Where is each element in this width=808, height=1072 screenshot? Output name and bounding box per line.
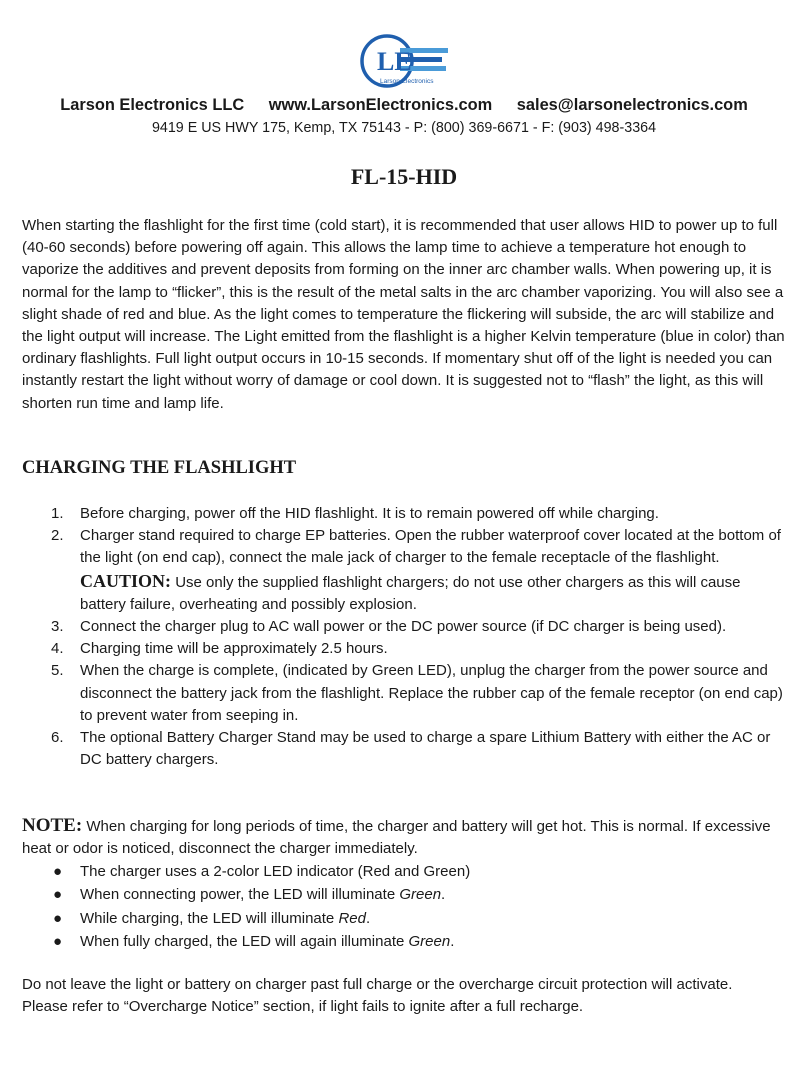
list-item: [0, 503, 790, 525]
bullet-icon: ●: [53, 909, 63, 927]
bullet-tail: .: [450, 932, 455, 950]
step-number: 4.: [51, 640, 64, 658]
step-number: 6.: [51, 729, 64, 747]
note-text: When charging for long periods of time, the charger and battery will get hot. This is normal. If excessive heat or odor is noticed, disconnect the charger immediately.: [22, 818, 771, 858]
bullet-text: When fully charged, the LED will again illuminate: [80, 932, 409, 950]
bullet-text: The charger uses a 2-color LED indicator (Red and Green): [80, 863, 471, 880]
step-number: 1.: [51, 505, 64, 522]
intro-paragraph: When starting the flashlight for the first time (cold start), it is recommended that user allows HID to power up to full (40-60 seconds) before powering off again. This allows the lamp time to achieve a temperature hot enough to vaporize the additives and prevent deposits from forming on the inner arc chamber walls. When powering up, it is normal for the lamp to “flicker”, this is the result of the metal salts in the arc chamber vaporizing. You will also see a slight shade of red and blue. As the light comes to temperature the flickering will subside, the arc will stabilize and the light output will increase. The Light emitted from the flashlight is a higher Kelvin temperature (blue in color) than ordinary flashlights. Full light output occurs in 10-15 seconds. If momentary shut off of the light is needed you can instantly restart the light without worry of damage or cool down. It is suggested not to “flash” the light, as this will shorten run time and lamp life.: [22, 217, 785, 412]
list-item: [0, 660, 790, 727]
bullet-icon: ●: [53, 932, 63, 950]
bullet-tail: .: [365, 909, 371, 927]
closing-line-2: Please refer to “Overcharge Notice” section, if light fails to ignite after a full recharge.: [22, 998, 584, 1016]
bullet-tail: .: [441, 886, 446, 904]
bullet-icon: ●: [53, 863, 63, 880]
caution-label: CAUTION:: [80, 570, 172, 591]
bullet-emphasis: Red: [338, 909, 366, 927]
website-link[interactable]: www.LarsonElectronics.com: [268, 96, 493, 114]
note-label: NOTE:: [22, 815, 83, 836]
step-text: Connect the charger plug to AC wall power or the DC power source (if DC charger is being used).: [80, 618, 727, 636]
step-text: When the charge is complete, (indicated by Green LED), unplug the charger from the power source and disconnect the battery jack from the flashlight. Replace the rubber cap of the female receptor (on end cap) to prevent water from seeping in.: [80, 662, 783, 724]
logo-caption: Larson Electronics: [380, 78, 434, 85]
logo-letters: LE: [377, 47, 412, 76]
step-number: 2.: [51, 527, 64, 545]
step-text: The optional Battery Charger Stand may be used to charge a spare Lithium Battery with either the AC or DC battery chargers.: [80, 729, 771, 769]
step-text: Before charging, power off the HID flashlight. It is to remain powered off while charging.: [80, 505, 659, 522]
company-name: Larson Electronics LLC: [60, 96, 245, 114]
charging-heading: CHARGING THE FLASHLIGHT: [22, 458, 297, 478]
caution-text: Use only the supplied flashlight chargers; do not use other chargers as this will cause battery failure, overheating and possibly explosion.: [80, 573, 741, 613]
bullet-icon: ●: [53, 886, 63, 904]
note-block: [22, 815, 790, 860]
led-bullet-list: [0, 860, 790, 953]
bullet-emphasis: Green: [408, 932, 451, 950]
closing-line-1: Do not leave the light or battery on charger past full charge or the overcharge circuit protection will activate.: [22, 976, 733, 993]
list-item: [0, 860, 790, 883]
bullet-emphasis: Green: [399, 886, 442, 904]
larson-electronics-logo: [360, 33, 452, 89]
list-item: [0, 525, 790, 616]
list-item: [0, 727, 790, 771]
address-line: 9419 E US HWY 175, Kemp, TX 75143 - P: (800) 369-6671 - F: (903) 498-3364: [151, 120, 657, 136]
caution-block: [80, 570, 790, 616]
bullet-text: While charging, the LED will illuminate: [80, 909, 339, 927]
step-text: Charger stand required to charge EP batteries. Open the rubber waterproof cover located at the bottom of the light (on end cap), connect the male jack of charger to the female receptacle of the flashlight.: [80, 527, 781, 567]
bullet-text: When connecting power, the LED will illuminate: [80, 886, 400, 904]
closing-notes: [22, 974, 790, 1018]
list-item: [0, 638, 790, 660]
list-item: [0, 907, 790, 930]
company-contact-line: [0, 96, 808, 115]
email-link[interactable]: sales@larsonelectronics.com: [516, 96, 748, 114]
charging-steps-list: [0, 503, 790, 771]
step-text: Charging time will be approximately 2.5 hours.: [80, 640, 388, 658]
step-number: 5.: [51, 662, 64, 680]
list-item: [0, 930, 790, 953]
list-item: [0, 883, 790, 906]
document-title: FL-15-HID: [350, 164, 458, 189]
step-number: 3.: [51, 618, 64, 636]
list-item: [0, 616, 790, 638]
